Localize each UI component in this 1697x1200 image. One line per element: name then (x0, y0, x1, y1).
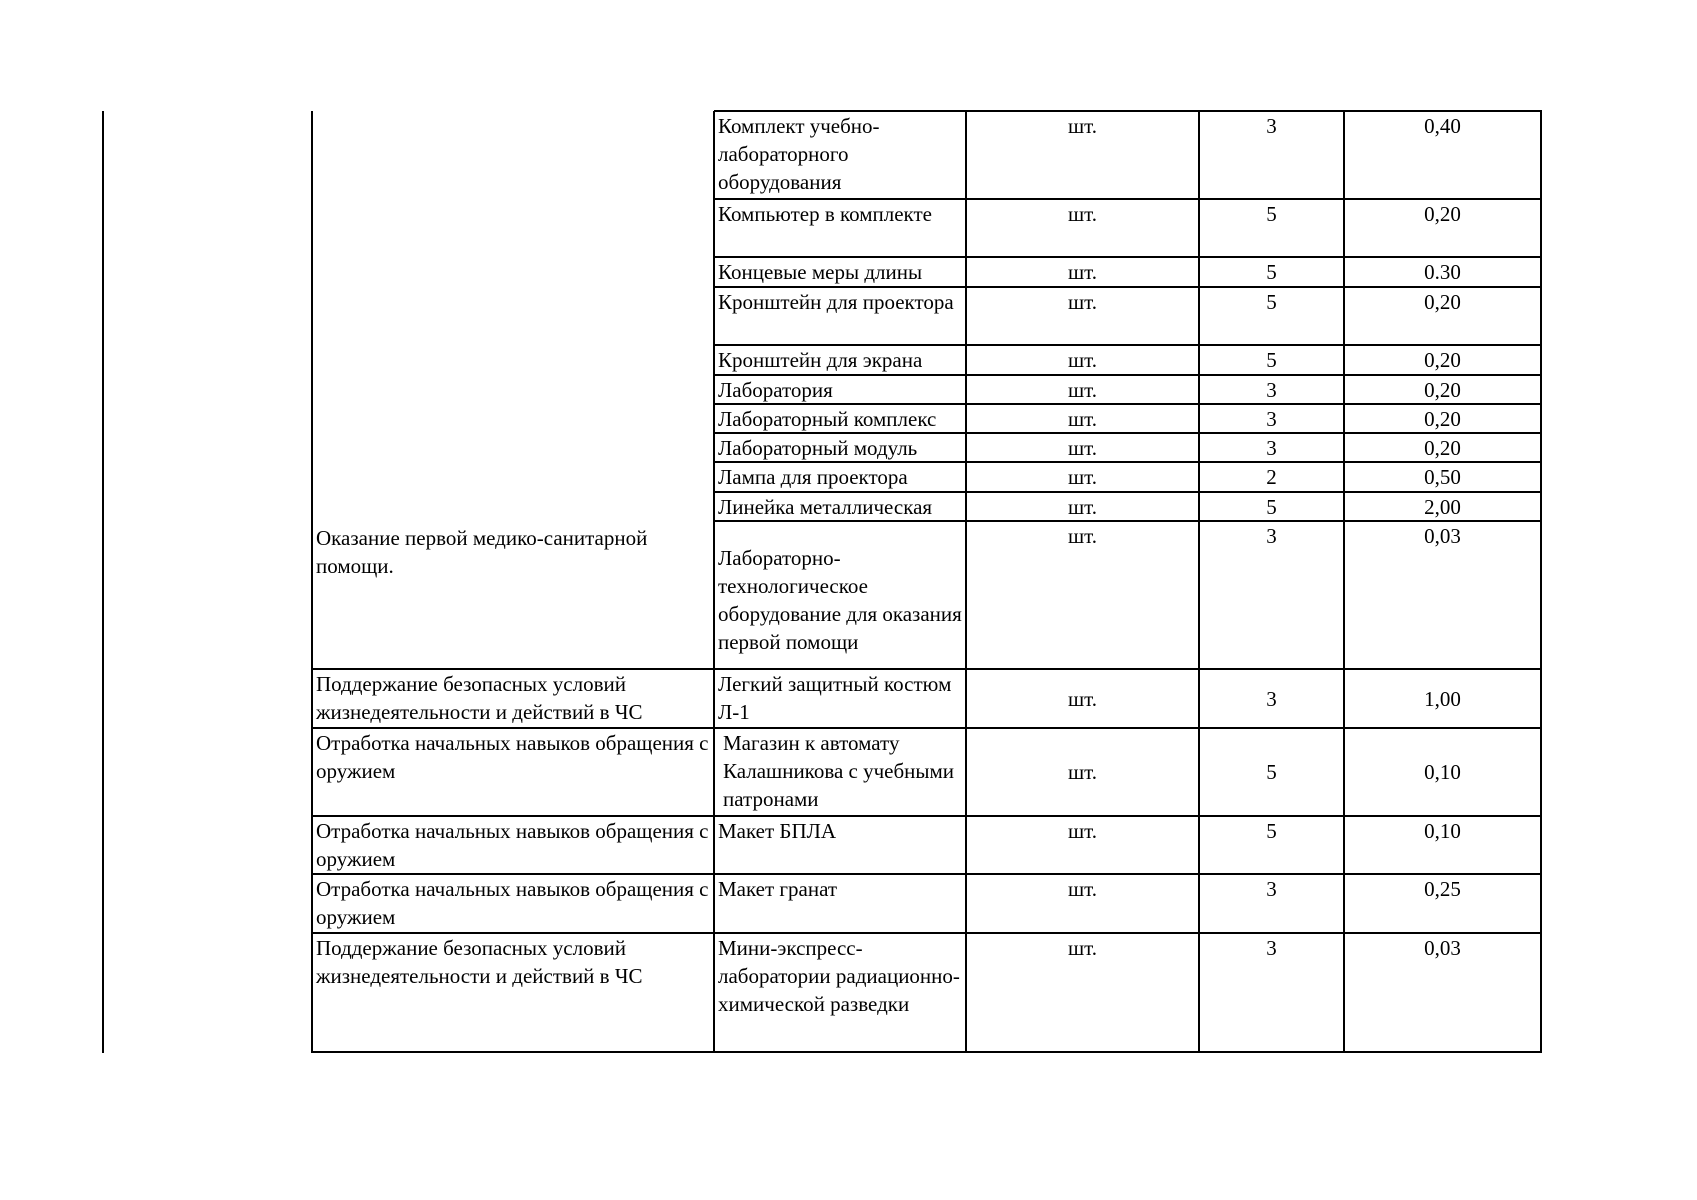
unit-cell: шт. (1067, 290, 1098, 314)
item-name-cell: Макет БПЛА (718, 819, 837, 843)
unit-cell: шт. (1067, 495, 1098, 519)
rate-cell: 1,00 (1424, 686, 1461, 711)
item-name-cell: Лабораторно-технологическое оборудование для оказания первой помощи (718, 546, 962, 654)
item-name-cell: Концевые меры длины (718, 260, 923, 284)
item-name-cell: Лабораторный модуль (718, 436, 918, 460)
quantity-cell: 3 (1266, 407, 1277, 431)
section-cell: Поддержание безопасных условий жизнедеятельности и действий в ЧС (316, 672, 643, 724)
quantity-cell: 5 (1266, 348, 1277, 372)
rate-cell: 0,20 (1424, 348, 1461, 372)
item-name-cell: Легкий защитный костюм Л-1 (718, 672, 952, 724)
item-name-cell: Макет гранат (718, 877, 838, 901)
section-cell: Оказание первой медико-санитарной помощи. (316, 526, 648, 578)
quantity-cell: 3 (1266, 686, 1277, 711)
item-name-cell: Магазин к автомату Калашникова с учебными патронами (723, 731, 955, 811)
rate-cell: 0,20 (1424, 436, 1461, 460)
rate-cell: 0,03 (1424, 524, 1461, 548)
rate-cell: 0,20 (1424, 290, 1461, 314)
rate-cell: 0,20 (1424, 378, 1461, 402)
quantity-cell: 5 (1266, 819, 1277, 843)
quantity-cell: 3 (1266, 114, 1277, 138)
quantity-cell: 3 (1266, 524, 1277, 548)
quantity-cell: 3 (1266, 936, 1277, 960)
section-cell: Поддержание безопасных условий жизнедеятельности и действий в ЧС (316, 936, 643, 988)
rate-cell: 0,20 (1424, 407, 1461, 431)
unit-cell: шт. (1067, 378, 1098, 402)
item-name-cell: Лаборатория (718, 378, 833, 402)
unit-cell: шт. (1067, 348, 1098, 372)
rate-cell: 0,10 (1424, 760, 1461, 784)
section-cell: Отработка начальных навыков обращения с оружием (316, 877, 709, 929)
unit-cell: шт. (1067, 686, 1098, 711)
unit-cell: шт. (1067, 202, 1098, 226)
quantity-cell: 5 (1266, 260, 1277, 284)
quantity-cell: 5 (1266, 760, 1277, 784)
rate-cell: 0,50 (1424, 465, 1461, 489)
item-name-cell: Мини-экспресс-лаборатории радиационно-химической разведки (718, 936, 960, 1016)
quantity-cell: 2 (1266, 465, 1277, 489)
rate-cell: 0,10 (1424, 819, 1461, 843)
quantity-cell: 5 (1266, 290, 1277, 314)
rate-cell: 0.30 (1424, 260, 1461, 284)
item-name-cell: Компьютер в комплекте (718, 202, 932, 226)
item-name-cell: Лампа для проектора (718, 465, 908, 489)
unit-cell: шт. (1067, 436, 1098, 460)
section-cell: Отработка начальных навыков обращения с оружием (316, 819, 709, 871)
quantity-cell: 3 (1266, 378, 1277, 402)
unit-cell: шт. (1067, 114, 1098, 138)
item-name-cell: Комплект учебно-лабораторного оборудования (718, 114, 880, 194)
quantity-cell: 5 (1266, 202, 1277, 226)
page-left-rule (102, 111, 104, 1053)
section-cell: Отработка начальных навыков обращения с оружием (316, 731, 709, 783)
unit-cell: шт. (1067, 877, 1098, 901)
rate-cell: 0,25 (1424, 877, 1461, 901)
unit-cell: шт. (1067, 260, 1098, 284)
rate-cell: 0,20 (1424, 202, 1461, 226)
quantity-cell: 5 (1266, 495, 1277, 519)
quantity-cell: 3 (1266, 877, 1277, 901)
unit-cell: шт. (1067, 407, 1098, 431)
item-name-cell: Кронштейн для проектора (718, 290, 954, 314)
unit-cell: шт. (1067, 524, 1098, 548)
unit-cell: шт. (1067, 936, 1098, 960)
unit-cell: шт. (1067, 819, 1098, 843)
item-name-cell: Линейка металлическая (718, 495, 933, 519)
unit-cell: шт. (1067, 465, 1098, 489)
rate-cell: 2,00 (1424, 495, 1461, 519)
item-name-cell: Кронштейн для экрана (718, 348, 923, 372)
quantity-cell: 3 (1266, 436, 1277, 460)
rate-cell: 0,40 (1424, 114, 1461, 138)
rate-cell: 0,03 (1424, 936, 1461, 960)
unit-cell: шт. (1067, 760, 1098, 784)
item-name-cell: Лабораторный комплекс (718, 407, 937, 431)
